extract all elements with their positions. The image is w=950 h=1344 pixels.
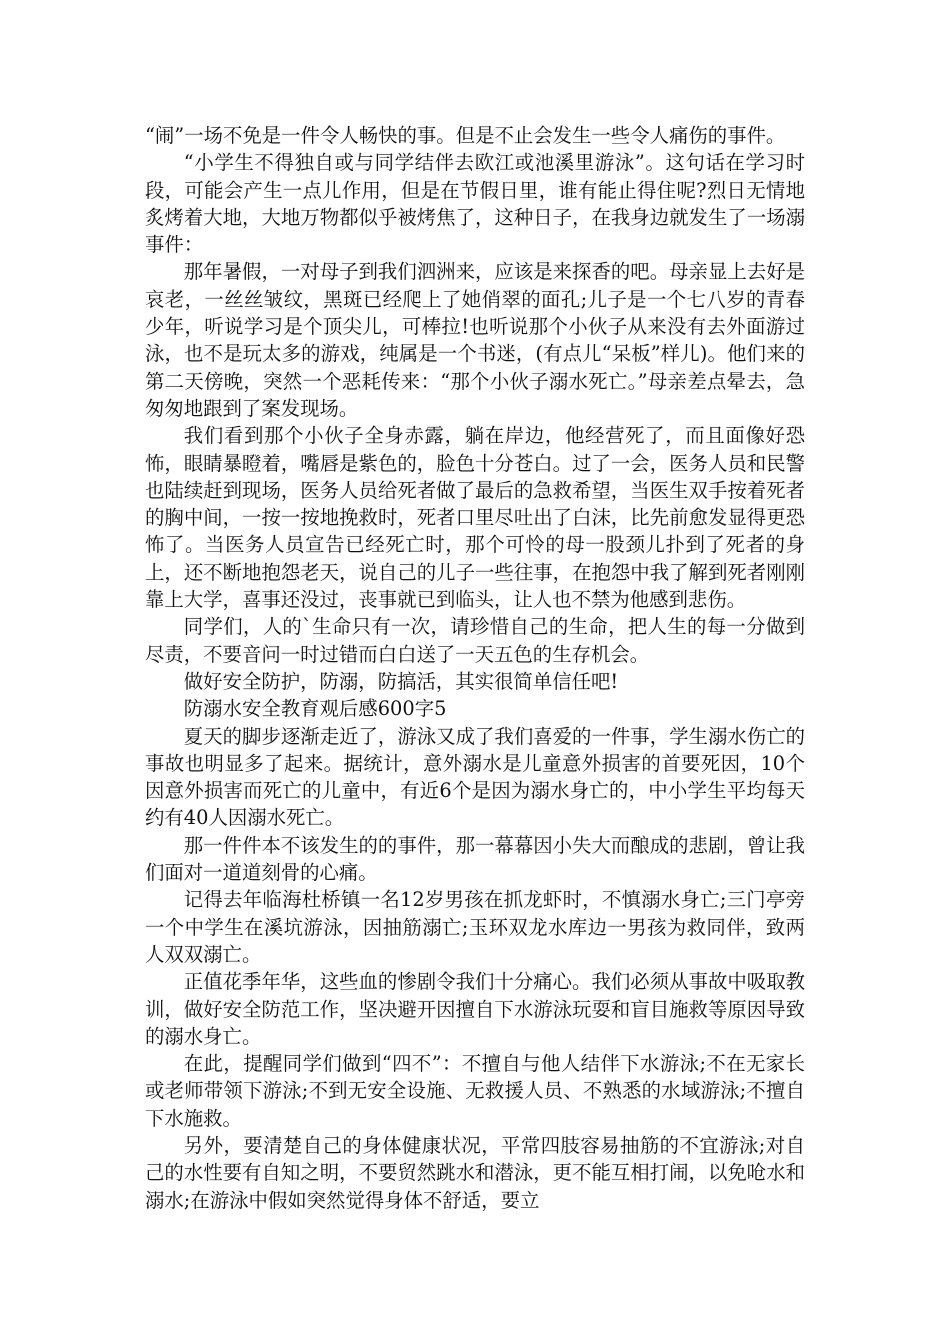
paragraph: 记得去年临海杜桥镇一名12岁男孩在抓龙虾时，不慎溺水身亡;三门亭旁一个中学生在溪坑游泳，因抽筋溺亡;玉环双龙水库边一男孩为救同伴，致两人双双溺亡。 — [145, 888, 805, 966]
paragraph: 夏天的脚步逐渐走近了，游泳又成了我们喜爱的一件事，学生溺水伤亡的事故也明显多了起来。据统计，意外溺水是儿童意外损害的首要死因，10个因意外损害而死亡的儿童中，有近6个是因为溺水身亡的，中小学生平均每天约有40人因溺水死亡。 — [145, 724, 805, 830]
paragraph: 在此，提醒同学们做到“四不”：不擅自与他人结伴下水游泳;不在无家长或老师带领下游泳;不到无安全设施、无救援人员、不熟悉的水域游泳;不擅自下水施救。 — [145, 1052, 805, 1130]
paragraph: 正值花季年华，这些血的惨剧令我们十分痛心。我们必须从事故中吸取教训，做好安全防范工作，坚决避开因擅自下水游泳玩耍和盲目施救等原因导致的溺水身亡。 — [145, 970, 805, 1048]
section-heading: 防溺水安全教育观后感600字5 — [183, 697, 447, 721]
paragraph: 那一件件本不该发生的的事件，那一幕幕因小失大而酿成的悲剧，曾让我们面对一道道刻骨的心痛。 — [145, 833, 805, 885]
paragraph: “闹”一场不免是一件令人畅快的事。但是不止会发生一些令人痛伤的事件。 — [145, 124, 786, 147]
paragraph: 同学们，人的`生命只有一次，请珍惜自己的生命，把人生的每一分做到尽责，不要音问一时过错而白白送了一天五色的生存机会。 — [145, 615, 805, 666]
paragraph: “小学生不得独自或与同学结伴去欧江或池溪里游泳”。这句话在学习时段，可能会产生一点儿作用，但是在节假日里，谁有能止得住呢?烈日无情地炙烤着大地，大地万物都似乎被烤焦了，这种日子，在我身边就发生了一场溺事件： — [145, 151, 805, 257]
paragraph: 那年暑假，一对母子到我们泗洲来，应该是来探香的吧。母亲显上去好是哀老，一丝丝皱纹，黑斑已经爬上了她俏翠的面孔;儿子是一个七八岁的青春少年，听说学习是个顶尖儿，可棒拉!也听说那个小伙子从来没有去外面游过泳，也不是玩太多的游戏，纯属是一个书迷，(有点儿“呆板”样儿)。他们来的第二天傍晚，突然一个恶耗传来：“那个小伙子溺水死亡。”母亲差点晕去，急匆匆地跟到了案发现场。 — [145, 260, 805, 420]
document-page — [145, 122, 805, 1214]
paragraph: 我们看到那个小伙子全身赤露，躺在岸边，他经营死了，而且面像好恐怖，眼睛暴瞪着，嘴唇是紫色的，脸色十分苍白。过了一会，医务人员和民警也陆续赶到现场，医务人员给死者做了最后的急救希望，当医生双手按着死者的胸中间，一按一按地挽救时，死者口里尽吐出了白沫，比先前愈发显得更恐怖了。当医务人员宣告已经死亡时，那个可怜的母一股颈儿扑到了死者的身上，还不断地抱怨老天，说自己的儿子一些往事，在抱怨中我了解到死者刚刚靠上大学，喜事还没过，丧事就已到临头，让人也不禁为他感到悲伤。 — [145, 424, 805, 612]
paragraph: 做好安全防护，防溺，防搞活，其实很简单信任吧! — [183, 669, 619, 693]
paragraph: 另外，要清楚自己的身体健康状况，平常四肢容易抽筋的不宜游泳;对自己的水性要有自知之明，不要贸然跳水和潜泳，更不能互相打闹，以免呛水和溺水;在游泳中假如突然觉得身体不舒适，要立 — [145, 1133, 805, 1212]
